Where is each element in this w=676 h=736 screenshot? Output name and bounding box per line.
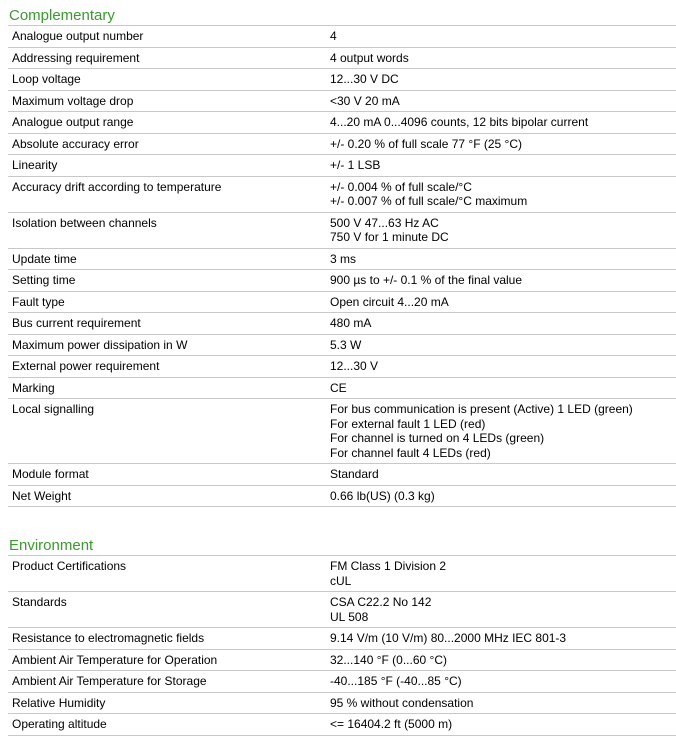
spec-row — [8, 90, 676, 112]
spec-row — [8, 270, 676, 292]
spec-label: Bus current requirement — [8, 313, 325, 335]
spec-value — [325, 270, 676, 292]
spec-value — [325, 291, 676, 313]
spec-value — [325, 464, 676, 486]
spec-row — [8, 212, 676, 248]
spec-value — [325, 628, 676, 650]
spec-value — [325, 133, 676, 155]
spec-value-line: <30 V 20 mA — [330, 93, 400, 108]
spec-value-line: +/- 1 LSB — [330, 158, 381, 172]
spec-row — [8, 356, 676, 378]
spec-value-line: FM Class 1 Division 2 — [330, 559, 447, 573]
spec-label: Relative Humidity — [8, 692, 325, 714]
spec-row — [8, 133, 676, 155]
spec-value — [325, 212, 676, 248]
spec-label: Net Weight — [8, 485, 325, 507]
spec-label: Loop voltage — [8, 69, 325, 91]
spec-label: Local signalling — [8, 399, 325, 464]
spec-value-line: 4 output words — [330, 50, 409, 65]
spec-value-line: 750 V for 1 minute DC — [330, 230, 449, 244]
spec-row — [8, 556, 676, 592]
spec-label: Standards — [8, 592, 325, 628]
spec-row — [8, 592, 676, 628]
spec-value-line: 3 ms — [330, 251, 357, 266]
spec-row — [8, 714, 676, 736]
spec-value — [325, 714, 676, 736]
spec-label: Absolute accuracy error — [8, 133, 325, 155]
spec-value-line: 480 mA — [330, 316, 372, 330]
spec-value-line: 4 — [330, 29, 337, 43]
spec-row — [8, 26, 676, 48]
spec-row — [8, 485, 676, 507]
spec-row — [8, 628, 676, 650]
spec-table-body — [8, 556, 676, 736]
spec-value — [325, 692, 676, 714]
spec-value — [325, 248, 676, 270]
spec-value — [325, 592, 676, 628]
spec-row — [8, 399, 676, 464]
spec-value — [325, 112, 676, 134]
spec-label: Product Certifications — [8, 556, 325, 592]
spec-value-line: cUL — [330, 573, 352, 588]
spec-value — [325, 556, 676, 592]
spec-value — [325, 47, 676, 69]
spec-value-line: +/- 0.007 % of full scale/°C maximum — [330, 194, 528, 208]
spec-value — [325, 485, 676, 507]
spec-value — [325, 356, 676, 378]
spec-value-line: For bus communication is present (Active) 1 LED (green) — [330, 402, 633, 416]
spec-label: Ambient Air Temperature for Operation — [8, 649, 325, 671]
spec-value-line: 5.3 W — [330, 337, 362, 352]
spec-label: Resistance to electromagnetic fields — [8, 628, 325, 650]
spec-value-line: 4...20 mA 0...4096 counts, 12 bits bipolar current — [330, 115, 589, 129]
spec-value — [325, 313, 676, 335]
spec-value-line: 12...30 V DC — [330, 72, 399, 86]
spec-value — [325, 649, 676, 671]
spec-label: Ambient Air Temperature for Storage — [8, 671, 325, 693]
spec-label: Accuracy drift according to temperature — [8, 176, 325, 212]
spec-row — [8, 47, 676, 69]
spec-label: Marking — [8, 377, 325, 399]
spec-value — [325, 671, 676, 693]
spec-row — [8, 649, 676, 671]
spec-value — [325, 155, 676, 177]
spec-value-line: For channel is turned on 4 LEDs (green) — [330, 431, 545, 445]
spec-table-complementary — [8, 25, 676, 507]
spec-value-line: CE — [330, 380, 347, 395]
spec-value-line: 900 µs to +/- 0.1 % of the final value — [330, 273, 523, 287]
spec-table-body — [8, 26, 676, 507]
spec-label: Module format — [8, 464, 325, 486]
section-heading-complementary: Complementary — [9, 7, 115, 24]
spec-value-line: Open circuit 4...20 mA — [330, 294, 449, 309]
spec-label: Operating altitude — [8, 714, 325, 736]
spec-value-line: +/- 0.20 % of full scale 77 °F (25 °C) — [330, 136, 523, 151]
spec-value-line: UL 508 — [330, 609, 369, 624]
spec-row — [8, 112, 676, 134]
spec-label: Setting time — [8, 270, 325, 292]
section-heading-environment: Environment — [9, 537, 94, 554]
spec-value-line: CSA C22.2 No 142 — [330, 595, 432, 609]
spec-label: External power requirement — [8, 356, 325, 378]
spec-value-line: 0.66 lb(US) (0.3 kg) — [330, 488, 435, 503]
spec-value — [325, 176, 676, 212]
spec-value-line: 32...140 °F (0...60 °C) — [330, 652, 447, 667]
spec-value-line: +/- 0.004 % of full scale/°C — [330, 179, 472, 194]
spec-row — [8, 248, 676, 270]
spec-value-line: 9.14 V/m (10 V/m) 80...2000 MHz IEC 801-3 — [330, 631, 567, 645]
spec-row — [8, 377, 676, 399]
spec-label: Linearity — [8, 155, 325, 177]
spec-value — [325, 26, 676, 48]
spec-value-line: 500 V 47...63 Hz AC — [330, 215, 439, 230]
spec-label: Addressing requirement — [8, 47, 325, 69]
spec-row — [8, 334, 676, 356]
spec-value — [325, 69, 676, 91]
spec-value-line: -40...185 °F (-40...85 °C) — [330, 674, 462, 688]
spec-row — [8, 313, 676, 335]
spec-table-environment — [8, 555, 676, 736]
spec-label: Maximum voltage drop — [8, 90, 325, 112]
spec-value-line: For channel fault 4 LEDs (red) — [330, 445, 491, 460]
spec-label: Isolation between channels — [8, 212, 325, 248]
spec-value — [325, 377, 676, 399]
spec-label: Fault type — [8, 291, 325, 313]
spec-row — [8, 69, 676, 91]
spec-value — [325, 334, 676, 356]
spec-value-line: <= 16404.2 ft (5000 m) — [330, 717, 453, 731]
spec-row — [8, 155, 676, 177]
spec-label: Analogue output range — [8, 112, 325, 134]
spec-row — [8, 671, 676, 693]
spec-label: Analogue output number — [8, 26, 325, 48]
spec-label: Maximum power dissipation in W — [8, 334, 325, 356]
spec-value-line: For external fault 1 LED (red) — [330, 416, 486, 431]
spec-value-line: Standard — [330, 467, 379, 481]
spec-label: Update time — [8, 248, 325, 270]
spec-row — [8, 464, 676, 486]
spec-row — [8, 291, 676, 313]
spec-value — [325, 399, 676, 464]
spec-value — [325, 90, 676, 112]
spec-value-line: 12...30 V — [330, 359, 379, 373]
spec-value-line: 95 % without condensation — [330, 695, 474, 710]
spec-row — [8, 692, 676, 714]
spec-row — [8, 176, 676, 212]
